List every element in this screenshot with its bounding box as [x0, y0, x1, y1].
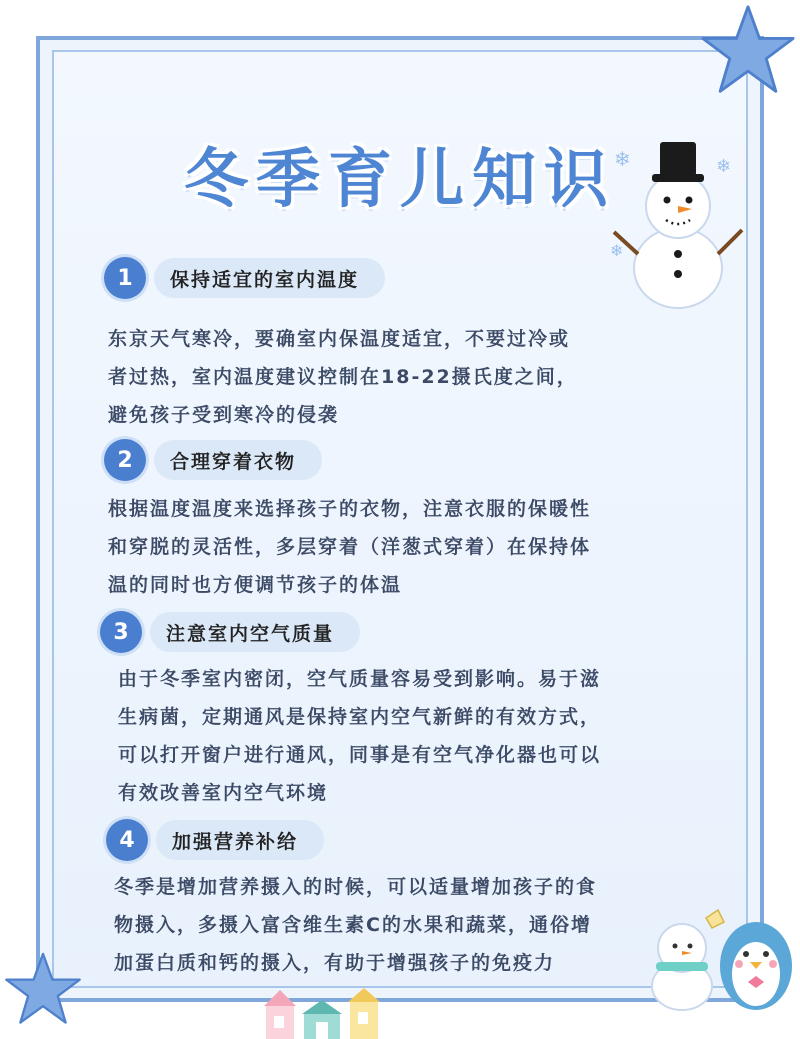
houses-icon	[262, 986, 386, 1039]
paragraph-line: 物摄入，多摄入富含维生素C的水果和蔬菜，通俗增	[114, 914, 592, 936]
section-2-paragraph	[108, 490, 591, 604]
section-number-badge: 4	[106, 819, 148, 861]
section-heading: 加强营养补给	[156, 820, 324, 860]
svg-text:❄: ❄	[614, 147, 631, 171]
paragraph-line: 可以打开窗户进行通风，同事是有空气净化器也可以	[118, 744, 602, 766]
star-icon-top-right	[700, 2, 796, 98]
paragraph-line: 生病菌，定期通风是保持室内空气新鲜的有效方式，	[118, 706, 602, 728]
paragraph-line: 温的同时也方便调节孩子的体温	[108, 574, 403, 596]
section-4-header	[106, 818, 324, 862]
paragraph-line: 避免孩子受到寒冷的侵袭	[108, 404, 340, 426]
section-heading: 注意室内空气质量	[150, 612, 360, 652]
section-1-paragraph	[108, 320, 578, 434]
paragraph-line: 东京天气寒冷，要确室内保温度适宜，不要过冷或	[108, 328, 571, 350]
section-number-badge: 1	[104, 257, 146, 299]
paragraph-line: 根据温度温度来选择孩子的衣物，注意衣服的保暖性	[108, 498, 592, 520]
section-4-paragraph	[114, 868, 597, 982]
paragraph-line: 有效改善室内空气环境	[118, 782, 329, 804]
paragraph-line: 者过热，室内温度建议控制在18-22摄氏度之间，	[108, 366, 578, 388]
paragraph-line: 和穿脱的灵活性，多层穿着（洋葱式穿着）在保持体	[108, 536, 592, 558]
snowman-icon	[608, 136, 748, 312]
section-3-paragraph	[118, 660, 601, 812]
section-heading: 保持适宜的室内温度	[154, 258, 385, 298]
section-heading: 合理穿着衣物	[154, 440, 322, 480]
paragraph-line: 冬季是增加营养摄入的时候，可以适量增加孩子的食	[114, 876, 598, 898]
paragraph-line: 由于冬季室内密闭，空气质量容易受到影响。易于滋	[118, 668, 602, 690]
poster-title: 冬季育儿知识	[184, 143, 616, 217]
section-2-header	[104, 438, 322, 482]
snowman-penguin-icon	[640, 904, 796, 1016]
svg-text:❄: ❄	[610, 241, 624, 260]
star-icon-bottom-left	[4, 950, 82, 1028]
section-1-header	[104, 256, 385, 300]
section-number-badge: 3	[100, 611, 142, 653]
paragraph-line: 加蛋白质和钙的摄入，有助于增强孩子的免疫力	[114, 952, 556, 974]
section-3-header	[100, 610, 360, 654]
section-number-badge: 2	[104, 439, 146, 481]
svg-text:❄: ❄	[716, 156, 732, 177]
